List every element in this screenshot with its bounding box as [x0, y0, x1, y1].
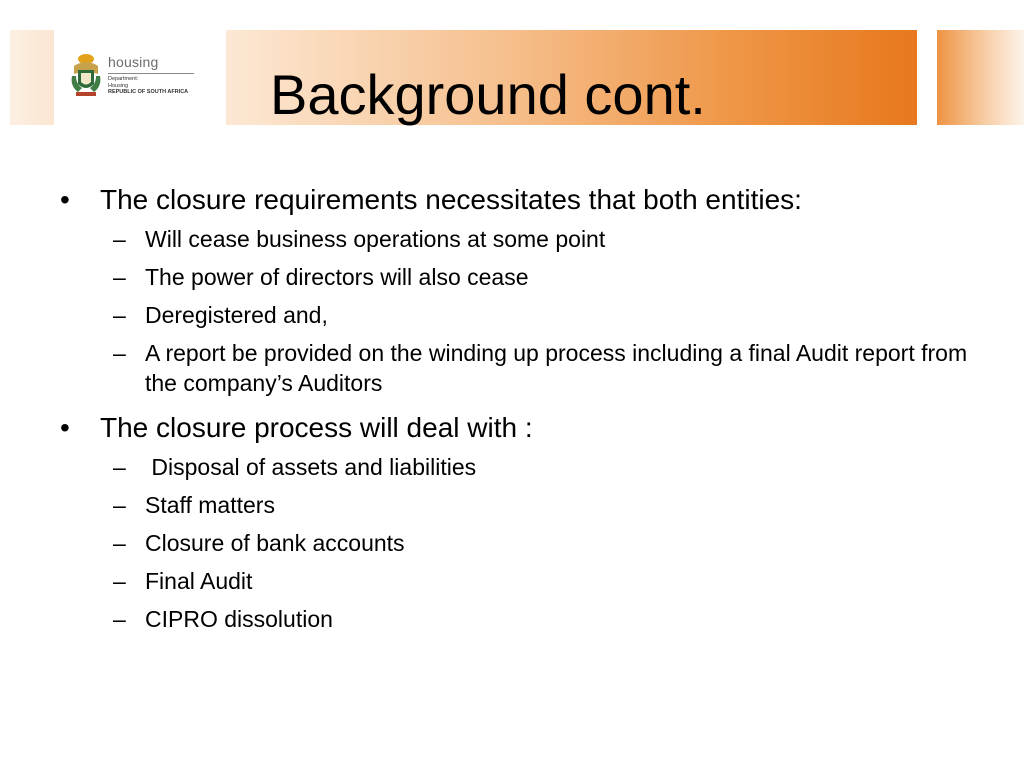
sub-bullet-item	[60, 452, 980, 482]
slide-body	[60, 182, 980, 642]
housing-logo	[68, 52, 208, 104]
sub-bullet-text: Final Audit	[145, 568, 253, 594]
dash-icon: –	[113, 454, 126, 480]
sub-bullet-item	[60, 490, 980, 520]
header-band-right	[937, 30, 1024, 125]
sub-bullet-item	[60, 566, 980, 596]
coat-of-arms-icon	[68, 52, 104, 98]
sub-bullet-item	[60, 300, 980, 330]
dash-icon: –	[113, 226, 126, 252]
dash-icon: –	[113, 492, 126, 518]
sub-bullet-item	[60, 224, 980, 254]
header-band-left	[10, 30, 54, 125]
logo-divider	[108, 73, 194, 74]
sub-bullet-text: CIPRO dissolution	[145, 606, 333, 632]
sub-bullet-text: The power of directors will also cease	[145, 264, 529, 290]
bullet-item	[60, 182, 980, 218]
bullet-text: The closure requirements necessitates that both entities:	[100, 184, 802, 215]
sub-bullet-text: Staff matters	[145, 492, 275, 518]
logo-department-text	[108, 76, 188, 96]
sub-bullet-text: Will cease business operations at some point	[145, 226, 606, 252]
bullet-icon: •	[60, 412, 70, 443]
sub-bullet-item	[60, 262, 980, 292]
logo-line-3: REPUBLIC OF SOUTH AFRICA	[108, 89, 189, 95]
dash-icon: –	[113, 302, 126, 328]
dash-icon: –	[113, 264, 126, 290]
dash-icon: –	[113, 530, 126, 556]
sub-bullet-item	[60, 604, 980, 634]
dash-icon: –	[113, 340, 126, 366]
logo-line-2: Housing	[108, 82, 129, 89]
bullet-item	[60, 410, 980, 446]
dash-icon: –	[113, 606, 126, 632]
sub-bullet-item	[60, 338, 980, 398]
logo-brand-text: housing	[108, 54, 159, 70]
sub-bullet-text: Deregistered and,	[145, 302, 328, 328]
bullet-icon: •	[60, 184, 70, 215]
sub-bullet-item	[60, 528, 980, 558]
bullet-text: The closure process will deal with :	[100, 412, 533, 443]
slide-title: Background cont.	[270, 63, 706, 126]
logo-line-1: Department:	[108, 76, 139, 82]
sub-bullet-text: Disposal of assets and liabilities	[145, 454, 477, 480]
dash-icon: –	[113, 568, 126, 594]
sub-bullet-text: Closure of bank accounts	[145, 530, 405, 556]
sub-bullet-text: A report be provided on the winding up process including a final Audit report from the company’s Auditors	[145, 340, 968, 396]
